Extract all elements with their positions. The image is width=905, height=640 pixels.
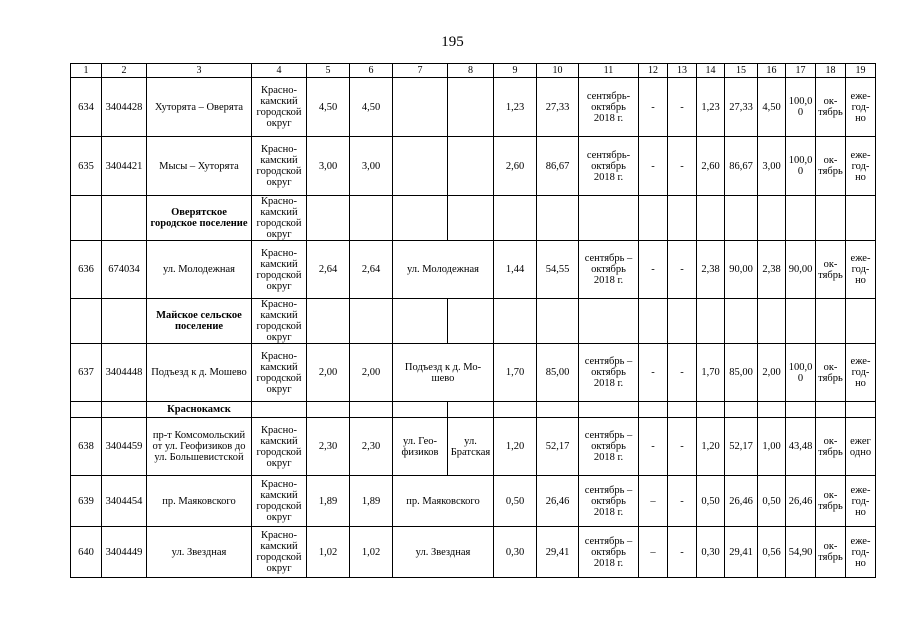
- table-cell-c16: 2,38: [758, 241, 786, 299]
- table-cell-c3: Мысы – Хуторята: [147, 137, 252, 196]
- table-cell-c3: Майское сельское поселение: [147, 299, 252, 344]
- table-cell-c17: 100,0 0: [786, 137, 816, 196]
- table-cell-c17: 54,90: [786, 527, 816, 578]
- table-cell-c9: 2,60: [494, 137, 537, 196]
- table-cell-c3: Оверятское городское поселение: [147, 196, 252, 241]
- table-cell-c15: 86,67: [725, 137, 758, 196]
- empty-cell: [350, 299, 393, 344]
- table-cell-c11: сентябрь – октябрь 2018 г.: [579, 418, 639, 476]
- table-cell-c13: -: [668, 78, 697, 137]
- empty-cell: [579, 402, 639, 418]
- empty-cell: [668, 299, 697, 344]
- empty-cell: [71, 196, 102, 241]
- table-cell-c17: 43,48: [786, 418, 816, 476]
- table-cell-c1: 640: [71, 527, 102, 578]
- column-header: 11: [579, 64, 639, 78]
- empty-cell: [846, 196, 876, 241]
- table-cell-c4: Красно-камский городской округ: [252, 527, 307, 578]
- table-cell-c19: еже-год-но: [846, 344, 876, 402]
- table-cell-c9: 1,70: [494, 344, 537, 402]
- empty-cell: [102, 299, 147, 344]
- column-header: 2: [102, 64, 147, 78]
- column-header: 14: [697, 64, 725, 78]
- empty-cell: [448, 402, 494, 418]
- table-cell-c3: Краснокамск: [147, 402, 252, 418]
- empty-cell: [816, 196, 846, 241]
- empty-cell: [537, 402, 579, 418]
- table-cell-c11: сентябрь-октябрь 2018 г.: [579, 78, 639, 137]
- table-cell-c17: 26,46: [786, 476, 816, 527]
- column-header: 12: [639, 64, 668, 78]
- empty-cell: [307, 196, 350, 241]
- column-header: 7: [393, 64, 448, 78]
- column-header: 5: [307, 64, 350, 78]
- table-cell-c4: Красно-камский городской округ: [252, 137, 307, 196]
- table-cell-c3: пр. Маяковского: [147, 476, 252, 527]
- empty-cell: [639, 402, 668, 418]
- table-cell-c15: 29,41: [725, 527, 758, 578]
- table-cell-c10: 26,46: [537, 476, 579, 527]
- table-cell-c9: 1,20: [494, 418, 537, 476]
- table-cell-c5: 2,30: [307, 418, 350, 476]
- table-cell-c11: сентябрь – октябрь 2018 г.: [579, 241, 639, 299]
- table-row: [71, 344, 876, 402]
- table-cell-c19: еже-год-но: [846, 241, 876, 299]
- table-cell-c6: 2,64: [350, 241, 393, 299]
- empty-cell: [758, 402, 786, 418]
- table-cell-c16: 3,00: [758, 137, 786, 196]
- empty-cell: [697, 299, 725, 344]
- table-cell-c78: пр. Маяковского: [393, 476, 494, 527]
- table-cell-c14: 2,60: [697, 137, 725, 196]
- table-cell-c78: Подъезд к д. Мо-шево: [393, 344, 494, 402]
- empty-cell: [846, 402, 876, 418]
- table-cell-c4: Красно-камский городской округ: [252, 78, 307, 137]
- section-row: [71, 299, 876, 344]
- table-cell-c12: -: [639, 344, 668, 402]
- empty-cell: [816, 299, 846, 344]
- column-header: 3: [147, 64, 252, 78]
- empty-cell: [393, 299, 448, 344]
- table-row: [71, 241, 876, 299]
- table-cell-c78: ул. Молодежная: [393, 241, 494, 299]
- empty-cell: [786, 196, 816, 241]
- table-cell-c9: 1,23: [494, 78, 537, 137]
- table-cell-c6: 2,30: [350, 418, 393, 476]
- column-header: 16: [758, 64, 786, 78]
- table-cell-c5: 1,89: [307, 476, 350, 527]
- empty-cell: [846, 299, 876, 344]
- table-cell-c11: сентябрь – октябрь 2018 г.: [579, 344, 639, 402]
- table-cell-c3: пр-т Комсомольский от ул. Геофизиков до ул. Большевистской: [147, 418, 252, 476]
- header-row: [71, 64, 876, 78]
- table-cell-c14: 1,23: [697, 78, 725, 137]
- table-cell-c15: 27,33: [725, 78, 758, 137]
- column-header: 8: [448, 64, 494, 78]
- table-cell-c14: 2,38: [697, 241, 725, 299]
- table-row: [71, 418, 876, 476]
- table-cell-c6: 2,00: [350, 344, 393, 402]
- empty-cell: [307, 402, 350, 418]
- empty-cell: [668, 196, 697, 241]
- table-row: [71, 527, 876, 578]
- empty-cell: [350, 402, 393, 418]
- empty-cell: [71, 402, 102, 418]
- table-cell-c18: ок-тябрь: [816, 344, 846, 402]
- table-cell-c15: 90,00: [725, 241, 758, 299]
- table-cell-c5: 2,00: [307, 344, 350, 402]
- column-header: 4: [252, 64, 307, 78]
- column-header: 13: [668, 64, 697, 78]
- section-row: [71, 196, 876, 241]
- table-cell-c2: 3404454: [102, 476, 147, 527]
- table-cell-c4: Красно-камский городской округ: [252, 196, 307, 241]
- empty-cell: [537, 196, 579, 241]
- table-cell-c1: 636: [71, 241, 102, 299]
- table-cell-c6: 1,02: [350, 527, 393, 578]
- empty-cell: [71, 299, 102, 344]
- table-cell-c8: ул. Братская: [448, 418, 494, 476]
- table-cell-c10: 86,67: [537, 137, 579, 196]
- table-cell-c4: [252, 402, 307, 418]
- table-cell-c12: -: [639, 241, 668, 299]
- empty-cell: [579, 196, 639, 241]
- table-cell-c1: 639: [71, 476, 102, 527]
- empty-cell: [725, 402, 758, 418]
- table-row: [71, 78, 876, 137]
- table-cell-c9: 0,50: [494, 476, 537, 527]
- table-cell-c6: 1,89: [350, 476, 393, 527]
- table-cell-c13: -: [668, 137, 697, 196]
- empty-cell: [639, 196, 668, 241]
- table-cell-c6: 4,50: [350, 78, 393, 137]
- column-header: 15: [725, 64, 758, 78]
- table-cell-c3: Подъезд к д. Мошево: [147, 344, 252, 402]
- empty-cell: [639, 299, 668, 344]
- table-cell-c15: 85,00: [725, 344, 758, 402]
- table-cell-c14: 0,50: [697, 476, 725, 527]
- table-cell-c14: 1,70: [697, 344, 725, 402]
- table-cell-c17: 100,0 0: [786, 78, 816, 137]
- table-cell-c5: 4,50: [307, 78, 350, 137]
- table-cell-c17: 100,0 0: [786, 344, 816, 402]
- table-cell-c12: –: [639, 527, 668, 578]
- table-cell-c3: Хуторята – Оверята: [147, 78, 252, 137]
- empty-cell: [494, 402, 537, 418]
- table-cell-c2: 3404428: [102, 78, 147, 137]
- empty-cell: [786, 402, 816, 418]
- table-cell-c78: ул. Звездная: [393, 527, 494, 578]
- table-cell-c4: Красно-камский городской округ: [252, 344, 307, 402]
- empty-cell: [668, 402, 697, 418]
- table-cell-c19: еже-год-но: [846, 527, 876, 578]
- table-cell-c7: [393, 137, 448, 196]
- empty-cell: [102, 402, 147, 418]
- table-cell-c12: -: [639, 78, 668, 137]
- empty-cell: [537, 299, 579, 344]
- table-cell-c5: 3,00: [307, 137, 350, 196]
- table-cell-c1: 634: [71, 78, 102, 137]
- table-cell-c13: -: [668, 476, 697, 527]
- empty-cell: [816, 402, 846, 418]
- table-cell-c19: ежег одно: [846, 418, 876, 476]
- table-cell-c8: [448, 137, 494, 196]
- table-cell-c13: -: [668, 344, 697, 402]
- table-cell-c7: ул. Гео-физиков: [393, 418, 448, 476]
- column-header: 10: [537, 64, 579, 78]
- table-cell-c8: [448, 78, 494, 137]
- table-cell-c1: 635: [71, 137, 102, 196]
- table-cell-c13: -: [668, 418, 697, 476]
- empty-cell: [102, 196, 147, 241]
- empty-cell: [448, 299, 494, 344]
- table-row: [71, 476, 876, 527]
- table-cell-c3: ул. Звездная: [147, 527, 252, 578]
- table-cell-c16: 4,50: [758, 78, 786, 137]
- table-cell-c12: -: [639, 418, 668, 476]
- table-cell-c18: ок-тябрь: [816, 241, 846, 299]
- table-cell-c14: 0,30: [697, 527, 725, 578]
- empty-cell: [579, 299, 639, 344]
- empty-cell: [725, 196, 758, 241]
- table-cell-c13: -: [668, 527, 697, 578]
- table-cell-c5: 2,64: [307, 241, 350, 299]
- roads-table: [70, 63, 876, 578]
- table-cell-c19: еже-год-но: [846, 78, 876, 137]
- table-cell-c10: 85,00: [537, 344, 579, 402]
- empty-cell: [758, 196, 786, 241]
- table-cell-c16: 0,56: [758, 527, 786, 578]
- section-row: [71, 402, 876, 418]
- table-cell-c14: 1,20: [697, 418, 725, 476]
- table-cell-c16: 1,00: [758, 418, 786, 476]
- table-cell-c9: 0,30: [494, 527, 537, 578]
- empty-cell: [494, 299, 537, 344]
- table-cell-c13: -: [668, 241, 697, 299]
- table-cell-c4: Красно-камский городской округ: [252, 299, 307, 344]
- table-cell-c11: сентябрь – октябрь 2018 г.: [579, 527, 639, 578]
- table-cell-c18: ок-тябрь: [816, 418, 846, 476]
- table-cell-c19: еже-год-но: [846, 137, 876, 196]
- table-cell-c10: 54,55: [537, 241, 579, 299]
- table-cell-c4: Красно-камский городской округ: [252, 476, 307, 527]
- table-cell-c16: 2,00: [758, 344, 786, 402]
- table-cell-c11: сентябрь-октябрь 2018 г.: [579, 137, 639, 196]
- table-cell-c18: ок-тябрь: [816, 527, 846, 578]
- table-cell-c2: 3404421: [102, 137, 147, 196]
- table-cell-c15: 52,17: [725, 418, 758, 476]
- empty-cell: [697, 402, 725, 418]
- table-cell-c18: ок-тябрь: [816, 137, 846, 196]
- column-header: 18: [816, 64, 846, 78]
- table-cell-c18: ок-тябрь: [816, 476, 846, 527]
- empty-cell: [758, 299, 786, 344]
- column-header: 9: [494, 64, 537, 78]
- table-cell-c2: 3404448: [102, 344, 147, 402]
- table-cell-c11: сентябрь – октябрь 2018 г.: [579, 476, 639, 527]
- table-cell-c1: 638: [71, 418, 102, 476]
- empty-cell: [350, 196, 393, 241]
- table-cell-c5: 1,02: [307, 527, 350, 578]
- table-cell-c10: 29,41: [537, 527, 579, 578]
- column-header: 6: [350, 64, 393, 78]
- table-cell-c6: 3,00: [350, 137, 393, 196]
- table-cell-c16: 0,50: [758, 476, 786, 527]
- column-header: 1: [71, 64, 102, 78]
- table-cell-c4: Красно-камский городской округ: [252, 418, 307, 476]
- page-number: 195: [441, 34, 464, 50]
- table-cell-c17: 90,00: [786, 241, 816, 299]
- table-cell-c2: 3404449: [102, 527, 147, 578]
- empty-cell: [448, 196, 494, 241]
- table-cell-c2: 3404459: [102, 418, 147, 476]
- column-header: 19: [846, 64, 876, 78]
- table-cell-c1: 637: [71, 344, 102, 402]
- table-cell-c4: Красно-камский городской округ: [252, 241, 307, 299]
- table-cell-c2: 674034: [102, 241, 147, 299]
- column-header: 17: [786, 64, 816, 78]
- table-row: [71, 137, 876, 196]
- table-cell-c9: 1,44: [494, 241, 537, 299]
- empty-cell: [697, 196, 725, 241]
- empty-cell: [393, 196, 448, 241]
- table-cell-c12: -: [639, 137, 668, 196]
- empty-cell: [725, 299, 758, 344]
- empty-cell: [786, 299, 816, 344]
- table-cell-c7: [393, 78, 448, 137]
- empty-cell: [307, 299, 350, 344]
- table-cell-c12: –: [639, 476, 668, 527]
- table-cell-c10: 27,33: [537, 78, 579, 137]
- table-cell-c18: ок-тябрь: [816, 78, 846, 137]
- empty-cell: [393, 402, 448, 418]
- table-cell-c3: ул. Молодежная: [147, 241, 252, 299]
- table-cell-c10: 52,17: [537, 418, 579, 476]
- table-cell-c15: 26,46: [725, 476, 758, 527]
- empty-cell: [494, 196, 537, 241]
- table-cell-c19: еже-год-но: [846, 476, 876, 527]
